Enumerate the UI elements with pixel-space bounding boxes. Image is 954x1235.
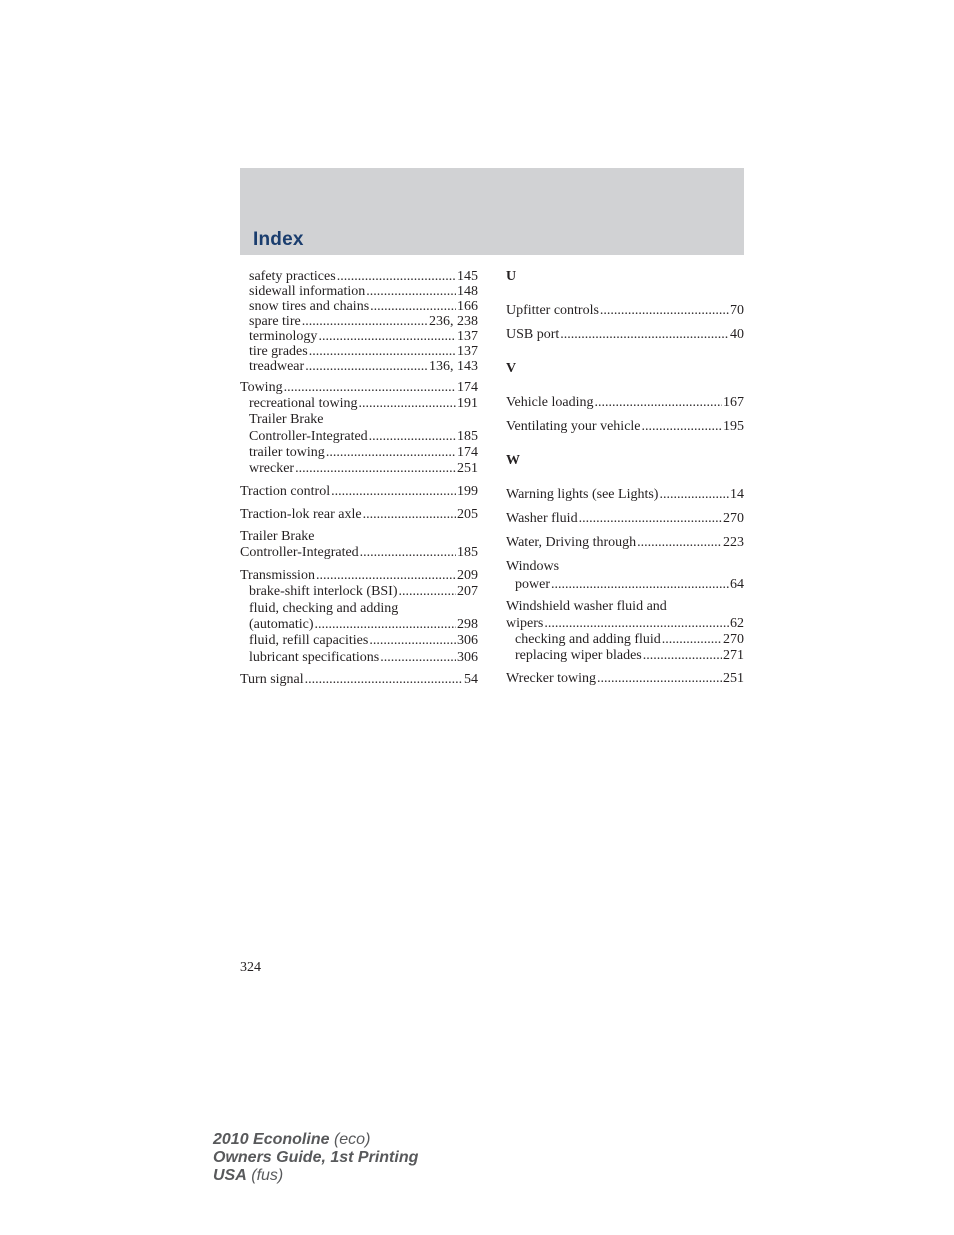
index-entry: trailer towing ..... 174 (249, 445, 478, 461)
index-header-band (240, 168, 744, 255)
index-entry: Ventilating your vehicle ..... 195 (506, 419, 744, 435)
index-entry: Controller-Integrated ..... 185 (249, 429, 478, 445)
index-entry: Windshield washer fluid and (506, 599, 667, 614)
index-entry: Turn signal ..... 54 (240, 672, 478, 688)
index-entry: Water, Driving through ..... 223 (506, 535, 744, 551)
index-entry: Traction control ..... 199 (240, 484, 478, 500)
index-entry: Controller-Integrated ..... 185 (240, 545, 478, 561)
index-entry: safety practices ..... 145 (249, 269, 478, 285)
section-letter-w: W (506, 453, 520, 468)
index-entry: Windows (506, 559, 560, 574)
index-entry: sidewall information ..... 148 (249, 284, 478, 300)
index-entry: Trailer Brake (240, 529, 315, 544)
page-title: Index (253, 229, 304, 250)
index-entry: tire grades ..... 137 (249, 344, 478, 360)
index-entry: Transmission ..... 209 (240, 568, 478, 584)
index-entry: wrecker ..... 251 (249, 461, 478, 477)
index-entry: Trailer Brake (249, 412, 324, 427)
index-entry: Upfitter controls ..... 70 (506, 303, 744, 319)
footer-model: 2010 Econoline (213, 1131, 330, 1148)
index-entry: brake-shift interlock (BSI) ..... 207 (249, 584, 478, 600)
index-entry: Vehicle loading ..... 167 (506, 395, 744, 411)
index-entry: fluid, refill capacities ..... 306 (249, 633, 478, 649)
index-entry: treadwear ..... 136, 143 (249, 359, 478, 375)
index-entry: recreational towing ..... 191 (249, 396, 478, 412)
footer-guide: Owners Guide, 1st Printing (213, 1149, 419, 1166)
footer-market: USA (213, 1167, 247, 1184)
index-entry: fluid, checking and adding (249, 601, 399, 616)
index-entry: power ..... 64 (515, 577, 744, 593)
index-entry: Traction-lok rear axle ..... 205 (240, 507, 478, 523)
footer-market-code: (fus) (251, 1167, 284, 1184)
section-letter-v: V (506, 361, 517, 376)
index-entry: USB port ..... 40 (506, 327, 744, 343)
index-entry: wipers ..... 62 (506, 616, 744, 632)
index-entry: lubricant specifications ..... 306 (249, 650, 478, 666)
index-entry: snow tires and chains ..... 166 (249, 299, 478, 315)
page-number: 324 (240, 960, 261, 975)
index-entry: replacing wiper blades ..... 271 (515, 648, 744, 664)
index-entry: Wrecker towing ..... 251 (506, 671, 744, 687)
index-entry: (automatic) ..... 298 (249, 617, 478, 633)
publication-footer (213, 1131, 418, 1185)
section-letter-u: U (506, 269, 517, 284)
footer-model-code: (eco) (333, 1131, 371, 1148)
index-entry: checking and adding fluid ..... 270 (515, 632, 744, 648)
index-entry: Warning lights (see Lights) ..... 14 (506, 487, 744, 503)
index-entry: Towing ..... 174 (240, 380, 478, 396)
index-entry: terminology ..... 137 (249, 329, 478, 345)
index-entry: spare tire ..... 236, 238 (249, 314, 478, 330)
index-entry: Washer fluid ..... 270 (506, 511, 744, 527)
